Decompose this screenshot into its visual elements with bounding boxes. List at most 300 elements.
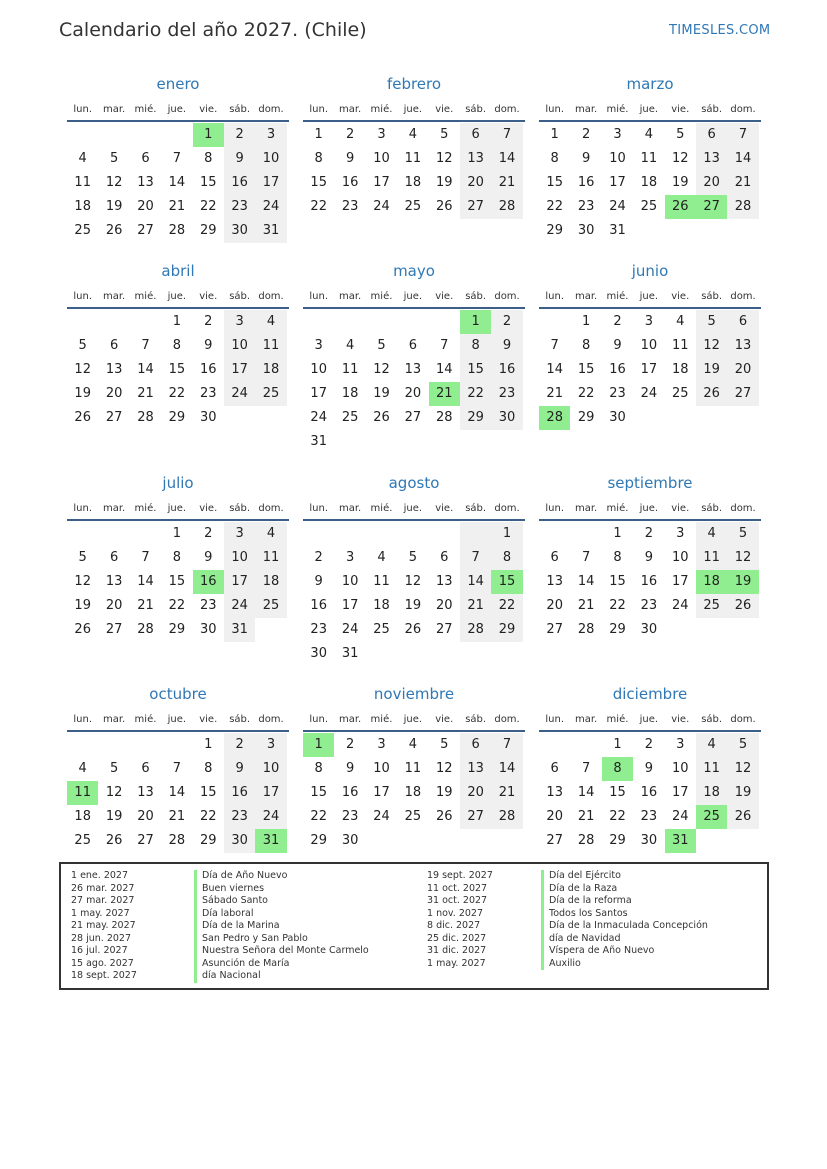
day-cell[interactable]: 5: [78, 550, 87, 565]
day-cell[interactable]: 20: [404, 386, 422, 401]
day-cell[interactable]: 11: [671, 338, 689, 353]
day-cell[interactable]: 7: [460, 546, 491, 570]
day-cell[interactable]: 21: [727, 171, 758, 195]
day-cell[interactable]: 1: [613, 737, 622, 752]
day-cell[interactable]: 17: [671, 785, 689, 800]
day-cell[interactable]: 29: [577, 410, 595, 425]
day-cell[interactable]: 10: [609, 151, 626, 166]
day-cell[interactable]: 2: [581, 127, 591, 142]
day-cell[interactable]: 6: [460, 733, 491, 757]
day-cell[interactable]: 8: [314, 761, 323, 776]
day-cell[interactable]: 2: [345, 737, 355, 752]
day-cell[interactable]: 29: [168, 622, 186, 637]
day-cell[interactable]: 27: [546, 833, 563, 848]
day-cell-holiday[interactable]: 26: [665, 195, 696, 219]
day-cell[interactable]: 26: [105, 833, 123, 848]
day-cell[interactable]: 14: [727, 147, 758, 171]
day-cell[interactable]: 3: [255, 733, 286, 757]
day-cell[interactable]: 16: [224, 171, 255, 195]
day-cell[interactable]: 22: [609, 809, 626, 824]
day-cell[interactable]: 26: [373, 410, 390, 425]
day-cell[interactable]: 19: [105, 809, 123, 824]
day-cell-holiday[interactable]: 19: [727, 570, 758, 594]
day-cell[interactable]: 2: [224, 733, 255, 757]
day-cell[interactable]: 30: [577, 223, 595, 238]
day-cell[interactable]: 25: [671, 386, 689, 401]
day-cell[interactable]: 22: [460, 382, 491, 406]
day-cell[interactable]: 30: [491, 406, 522, 430]
day-cell[interactable]: 29: [199, 223, 217, 238]
day-cell[interactable]: 18: [74, 199, 91, 214]
day-cell[interactable]: 8: [613, 550, 622, 565]
day-cell[interactable]: 18: [74, 809, 91, 824]
day-cell[interactable]: 9: [581, 151, 591, 166]
day-cell[interactable]: 17: [609, 175, 626, 190]
day-cell[interactable]: 16: [341, 785, 359, 800]
day-cell[interactable]: 16: [609, 362, 626, 377]
day-cell[interactable]: 30: [224, 829, 255, 853]
day-cell[interactable]: 21: [577, 598, 595, 613]
day-cell[interactable]: 20: [105, 598, 123, 613]
day-cell[interactable]: 4: [408, 127, 417, 142]
day-cell[interactable]: 26: [74, 622, 91, 637]
day-cell[interactable]: 19: [671, 175, 689, 190]
day-cell[interactable]: 12: [727, 757, 758, 781]
day-cell[interactable]: 3: [314, 338, 323, 353]
day-cell[interactable]: 28: [137, 410, 154, 425]
day-cell[interactable]: 19: [435, 175, 453, 190]
day-cell[interactable]: 24: [671, 809, 689, 824]
day-cell[interactable]: 23: [640, 809, 658, 824]
day-cell[interactable]: 17: [310, 386, 327, 401]
day-cell[interactable]: 13: [105, 362, 123, 377]
day-cell[interactable]: 12: [727, 546, 758, 570]
day-cell[interactable]: 13: [460, 757, 491, 781]
day-cell[interactable]: 20: [460, 171, 491, 195]
day-cell[interactable]: 4: [377, 550, 386, 565]
day-cell[interactable]: 13: [546, 785, 563, 800]
day-cell[interactable]: 15: [199, 785, 217, 800]
day-cell[interactable]: 7: [172, 151, 181, 166]
day-cell[interactable]: 3: [345, 550, 355, 565]
day-cell[interactable]: 16: [341, 175, 359, 190]
day-cell[interactable]: 25: [74, 223, 91, 238]
day-cell[interactable]: 8: [204, 761, 213, 776]
day-cell[interactable]: 19: [105, 199, 123, 214]
day-cell[interactable]: 17: [224, 570, 255, 594]
day-cell[interactable]: 26: [404, 622, 422, 637]
day-cell[interactable]: 3: [613, 127, 622, 142]
day-cell[interactable]: 24: [341, 622, 359, 637]
day-cell[interactable]: 13: [137, 175, 154, 190]
day-cell[interactable]: 8: [550, 151, 559, 166]
day-cell[interactable]: 25: [404, 809, 422, 824]
day-cell[interactable]: 28: [727, 195, 758, 219]
day-cell[interactable]: 23: [640, 598, 658, 613]
day-cell[interactable]: 15: [577, 362, 595, 377]
day-cell[interactable]: 6: [550, 761, 559, 776]
day-cell[interactable]: 4: [345, 338, 355, 353]
day-cell[interactable]: 6: [109, 550, 119, 565]
day-cell[interactable]: 21: [491, 171, 522, 195]
day-cell[interactable]: 6: [696, 123, 727, 147]
day-cell[interactable]: 8: [581, 338, 591, 353]
day-cell[interactable]: 6: [141, 761, 150, 776]
day-cell[interactable]: 8: [491, 546, 522, 570]
day-cell[interactable]: 8: [460, 334, 491, 358]
brand-link[interactable]: TIMESLES.COM: [669, 23, 771, 38]
day-cell[interactable]: 22: [310, 199, 327, 214]
day-cell[interactable]: 24: [224, 382, 255, 406]
day-cell[interactable]: 18: [404, 175, 422, 190]
day-cell[interactable]: 1: [204, 737, 213, 752]
day-cell[interactable]: 5: [408, 550, 417, 565]
day-cell[interactable]: 13: [137, 785, 154, 800]
day-cell[interactable]: 8: [314, 151, 323, 166]
day-cell[interactable]: 13: [105, 574, 123, 589]
day-cell[interactable]: 12: [105, 175, 123, 190]
day-cell[interactable]: 26: [727, 594, 758, 618]
day-cell[interactable]: 10: [640, 338, 658, 353]
day-cell[interactable]: 23: [577, 199, 595, 214]
day-cell[interactable]: 7: [550, 338, 559, 353]
day-cell[interactable]: 11: [404, 151, 422, 166]
day-cell[interactable]: 3: [377, 127, 386, 142]
day-cell[interactable]: 4: [78, 151, 87, 166]
day-cell[interactable]: 27: [460, 195, 491, 219]
day-cell[interactable]: 2: [644, 526, 653, 541]
day-cell[interactable]: 9: [644, 550, 653, 565]
day-cell[interactable]: 23: [310, 622, 327, 637]
day-cell[interactable]: 31: [310, 434, 327, 449]
day-cell[interactable]: 12: [435, 761, 453, 776]
day-cell[interactable]: 10: [671, 550, 689, 565]
day-cell[interactable]: 5: [440, 737, 449, 752]
day-cell[interactable]: 10: [255, 757, 286, 781]
day-cell[interactable]: 26: [105, 223, 123, 238]
day-cell[interactable]: 17: [255, 781, 286, 805]
day-cell[interactable]: 20: [696, 171, 727, 195]
day-cell[interactable]: 4: [696, 522, 727, 546]
day-cell[interactable]: 25: [255, 594, 286, 618]
day-cell[interactable]: 30: [609, 410, 626, 425]
day-cell[interactable]: 30: [640, 833, 658, 848]
day-cell[interactable]: 26: [435, 199, 453, 214]
day-cell[interactable]: 10: [373, 151, 390, 166]
day-cell[interactable]: 12: [671, 151, 689, 166]
day-cell[interactable]: 5: [440, 127, 449, 142]
day-cell[interactable]: 19: [727, 781, 758, 805]
day-cell[interactable]: 20: [137, 199, 154, 214]
day-cell[interactable]: 16: [577, 175, 595, 190]
day-cell[interactable]: 4: [696, 733, 727, 757]
day-cell[interactable]: 18: [404, 785, 422, 800]
day-cell[interactable]: 9: [224, 757, 255, 781]
day-cell[interactable]: 15: [168, 362, 186, 377]
day-cell[interactable]: 11: [373, 574, 390, 589]
day-cell[interactable]: 2: [345, 127, 355, 142]
day-cell[interactable]: 19: [696, 358, 727, 382]
day-cell[interactable]: 13: [546, 574, 563, 589]
day-cell[interactable]: 15: [310, 175, 327, 190]
day-cell[interactable]: 11: [696, 546, 727, 570]
day-cell[interactable]: 15: [609, 574, 626, 589]
day-cell[interactable]: 27: [105, 622, 123, 637]
day-cell[interactable]: 23: [199, 598, 217, 613]
day-cell[interactable]: 20: [137, 809, 154, 824]
day-cell-holiday[interactable]: 18: [696, 570, 727, 594]
day-cell[interactable]: 5: [377, 338, 386, 353]
day-cell[interactable]: 27: [105, 410, 123, 425]
day-cell[interactable]: 2: [314, 550, 323, 565]
day-cell[interactable]: 22: [491, 594, 522, 618]
day-cell[interactable]: 12: [74, 574, 91, 589]
day-cell[interactable]: 19: [404, 598, 422, 613]
day-cell[interactable]: 7: [581, 550, 591, 565]
day-cell-holiday[interactable]: 27: [696, 195, 727, 219]
day-cell[interactable]: 13: [696, 147, 727, 171]
day-cell[interactable]: 23: [341, 809, 359, 824]
day-cell[interactable]: 11: [696, 757, 727, 781]
day-cell[interactable]: 31: [224, 618, 255, 642]
day-cell[interactable]: 1: [581, 314, 591, 329]
day-cell[interactable]: 16: [224, 781, 255, 805]
day-cell[interactable]: 23: [609, 386, 626, 401]
day-cell[interactable]: 22: [199, 809, 217, 824]
day-cell[interactable]: 20: [546, 598, 563, 613]
day-cell[interactable]: 14: [491, 147, 522, 171]
day-cell[interactable]: 14: [491, 757, 522, 781]
day-cell[interactable]: 29: [460, 406, 491, 430]
day-cell[interactable]: 13: [404, 362, 422, 377]
day-cell[interactable]: 8: [172, 338, 181, 353]
day-cell[interactable]: 23: [224, 195, 255, 219]
day-cell[interactable]: 19: [74, 386, 91, 401]
day-cell[interactable]: 7: [727, 123, 758, 147]
day-cell[interactable]: 28: [577, 622, 595, 637]
day-cell[interactable]: 7: [440, 338, 449, 353]
day-cell[interactable]: 18: [373, 598, 390, 613]
day-cell[interactable]: 21: [137, 386, 154, 401]
day-cell[interactable]: 3: [377, 737, 386, 752]
day-cell[interactable]: 1: [491, 522, 522, 546]
day-cell[interactable]: 12: [404, 574, 422, 589]
day-cell[interactable]: 16: [640, 785, 658, 800]
day-cell[interactable]: 7: [141, 550, 150, 565]
day-cell[interactable]: 14: [168, 175, 186, 190]
day-cell[interactable]: 18: [341, 386, 359, 401]
day-cell[interactable]: 7: [581, 761, 591, 776]
day-cell[interactable]: 11: [640, 151, 658, 166]
day-cell[interactable]: 29: [310, 833, 327, 848]
day-cell[interactable]: 5: [696, 310, 727, 334]
day-cell[interactable]: 25: [74, 833, 91, 848]
day-cell[interactable]: 19: [435, 785, 453, 800]
day-cell[interactable]: 5: [727, 522, 758, 546]
day-cell[interactable]: 9: [345, 761, 355, 776]
day-cell[interactable]: 10: [341, 574, 359, 589]
day-cell[interactable]: 14: [546, 362, 563, 377]
day-cell[interactable]: 25: [373, 622, 390, 637]
day-cell[interactable]: 24: [224, 594, 255, 618]
day-cell[interactable]: 7: [491, 733, 522, 757]
day-cell[interactable]: 10: [224, 546, 255, 570]
day-cell[interactable]: 14: [577, 785, 595, 800]
day-cell-holiday[interactable]: 31: [665, 829, 696, 853]
day-cell[interactable]: 29: [491, 618, 522, 642]
day-cell[interactable]: 25: [640, 199, 658, 214]
day-cell[interactable]: 24: [373, 199, 390, 214]
day-cell[interactable]: 9: [644, 761, 653, 776]
day-cell[interactable]: 9: [345, 151, 355, 166]
day-cell[interactable]: 10: [310, 362, 327, 377]
day-cell[interactable]: 2: [613, 314, 622, 329]
day-cell[interactable]: 18: [671, 362, 689, 377]
day-cell[interactable]: 24: [671, 598, 689, 613]
day-cell[interactable]: 21: [168, 809, 186, 824]
day-cell[interactable]: 16: [310, 598, 327, 613]
day-cell[interactable]: 27: [460, 805, 491, 829]
day-cell[interactable]: 19: [74, 598, 91, 613]
day-cell[interactable]: 6: [141, 151, 150, 166]
day-cell[interactable]: 16: [640, 574, 658, 589]
day-cell[interactable]: 4: [676, 314, 685, 329]
day-cell[interactable]: 23: [224, 805, 255, 829]
day-cell[interactable]: 14: [137, 362, 154, 377]
day-cell[interactable]: 28: [435, 410, 453, 425]
day-cell[interactable]: 23: [491, 382, 522, 406]
day-cell[interactable]: 6: [727, 310, 758, 334]
day-cell[interactable]: 29: [546, 223, 563, 238]
day-cell-holiday[interactable]: 15: [491, 570, 522, 594]
day-cell[interactable]: 3: [676, 526, 685, 541]
day-cell[interactable]: 31: [609, 223, 626, 238]
day-cell[interactable]: 7: [491, 123, 522, 147]
day-cell[interactable]: 28: [460, 618, 491, 642]
day-cell-holiday[interactable]: 11: [67, 781, 98, 805]
day-cell[interactable]: 22: [199, 199, 217, 214]
day-cell[interactable]: 10: [373, 761, 390, 776]
day-cell[interactable]: 21: [546, 386, 563, 401]
day-cell[interactable]: 2: [644, 737, 653, 752]
day-cell[interactable]: 27: [435, 622, 453, 637]
day-cell[interactable]: 25: [341, 410, 359, 425]
day-cell[interactable]: 17: [255, 171, 286, 195]
day-cell[interactable]: 10: [255, 147, 286, 171]
day-cell[interactable]: 1: [172, 314, 181, 329]
day-cell[interactable]: 11: [255, 334, 286, 358]
day-cell[interactable]: 10: [224, 334, 255, 358]
day-cell[interactable]: 28: [491, 805, 522, 829]
day-cell[interactable]: 3: [644, 314, 653, 329]
day-cell[interactable]: 6: [440, 550, 449, 565]
day-cell[interactable]: 17: [341, 598, 359, 613]
day-cell[interactable]: 12: [435, 151, 453, 166]
day-cell[interactable]: 11: [255, 546, 286, 570]
day-cell[interactable]: 17: [373, 785, 390, 800]
day-cell[interactable]: 31: [341, 646, 359, 661]
day-cell[interactable]: 7: [172, 761, 181, 776]
day-cell-holiday[interactable]: 28: [539, 406, 570, 430]
day-cell[interactable]: 22: [609, 598, 626, 613]
day-cell[interactable]: 5: [78, 338, 87, 353]
day-cell[interactable]: 30: [341, 833, 359, 848]
day-cell[interactable]: 15: [546, 175, 563, 190]
day-cell[interactable]: 24: [255, 805, 286, 829]
day-cell[interactable]: 16: [199, 362, 217, 377]
day-cell[interactable]: 9: [204, 338, 213, 353]
day-cell[interactable]: 26: [74, 410, 91, 425]
day-cell[interactable]: 26: [435, 809, 453, 824]
day-cell[interactable]: 21: [491, 781, 522, 805]
day-cell[interactable]: 14: [577, 574, 595, 589]
day-cell[interactable]: 27: [404, 410, 422, 425]
day-cell[interactable]: 30: [310, 646, 327, 661]
day-cell[interactable]: 26: [727, 805, 758, 829]
day-cell[interactable]: 6: [109, 338, 119, 353]
day-cell[interactable]: 20: [105, 386, 123, 401]
day-cell[interactable]: 21: [460, 594, 491, 618]
day-cell[interactable]: 4: [255, 310, 286, 334]
day-cell[interactable]: 14: [137, 574, 154, 589]
day-cell[interactable]: 14: [460, 570, 491, 594]
day-cell[interactable]: 1: [550, 127, 559, 142]
day-cell[interactable]: 18: [255, 570, 286, 594]
day-cell[interactable]: 18: [696, 781, 727, 805]
day-cell[interactable]: 2: [204, 526, 213, 541]
day-cell[interactable]: 8: [172, 550, 181, 565]
day-cell[interactable]: 13: [727, 334, 758, 358]
day-cell[interactable]: 29: [609, 622, 626, 637]
day-cell[interactable]: 23: [199, 386, 217, 401]
day-cell[interactable]: 28: [137, 622, 154, 637]
day-cell[interactable]: 20: [727, 358, 758, 382]
day-cell[interactable]: 23: [341, 199, 359, 214]
day-cell[interactable]: 6: [460, 123, 491, 147]
day-cell[interactable]: 5: [109, 151, 119, 166]
day-cell[interactable]: 12: [373, 362, 390, 377]
day-cell[interactable]: 3: [224, 522, 255, 546]
day-cell[interactable]: 13: [435, 574, 453, 589]
day-cell[interactable]: 15: [460, 358, 491, 382]
day-cell[interactable]: 2: [491, 310, 522, 334]
day-cell[interactable]: 4: [78, 761, 87, 776]
day-cell[interactable]: 5: [676, 127, 685, 142]
day-cell[interactable]: 27: [546, 622, 563, 637]
day-cell-holiday[interactable]: 1: [460, 310, 491, 334]
day-cell[interactable]: 22: [168, 598, 186, 613]
day-cell[interactable]: 4: [408, 737, 417, 752]
day-cell[interactable]: 21: [168, 199, 186, 214]
day-cell[interactable]: 18: [640, 175, 658, 190]
day-cell-holiday[interactable]: 31: [255, 829, 286, 853]
day-cell[interactable]: 24: [255, 195, 286, 219]
day-cell-holiday[interactable]: 1: [193, 123, 224, 147]
day-cell[interactable]: 28: [168, 223, 186, 238]
day-cell[interactable]: 19: [373, 386, 390, 401]
day-cell[interactable]: 2: [204, 314, 213, 329]
day-cell[interactable]: 4: [644, 127, 653, 142]
day-cell[interactable]: 7: [141, 338, 150, 353]
day-cell[interactable]: 24: [609, 199, 626, 214]
day-cell[interactable]: 16: [491, 358, 522, 382]
day-cell[interactable]: 9: [613, 338, 622, 353]
day-cell[interactable]: 17: [224, 358, 255, 382]
day-cell[interactable]: 11: [341, 362, 359, 377]
day-cell[interactable]: 22: [577, 386, 595, 401]
day-cell[interactable]: 12: [105, 785, 123, 800]
day-cell-holiday[interactable]: 21: [429, 382, 460, 406]
